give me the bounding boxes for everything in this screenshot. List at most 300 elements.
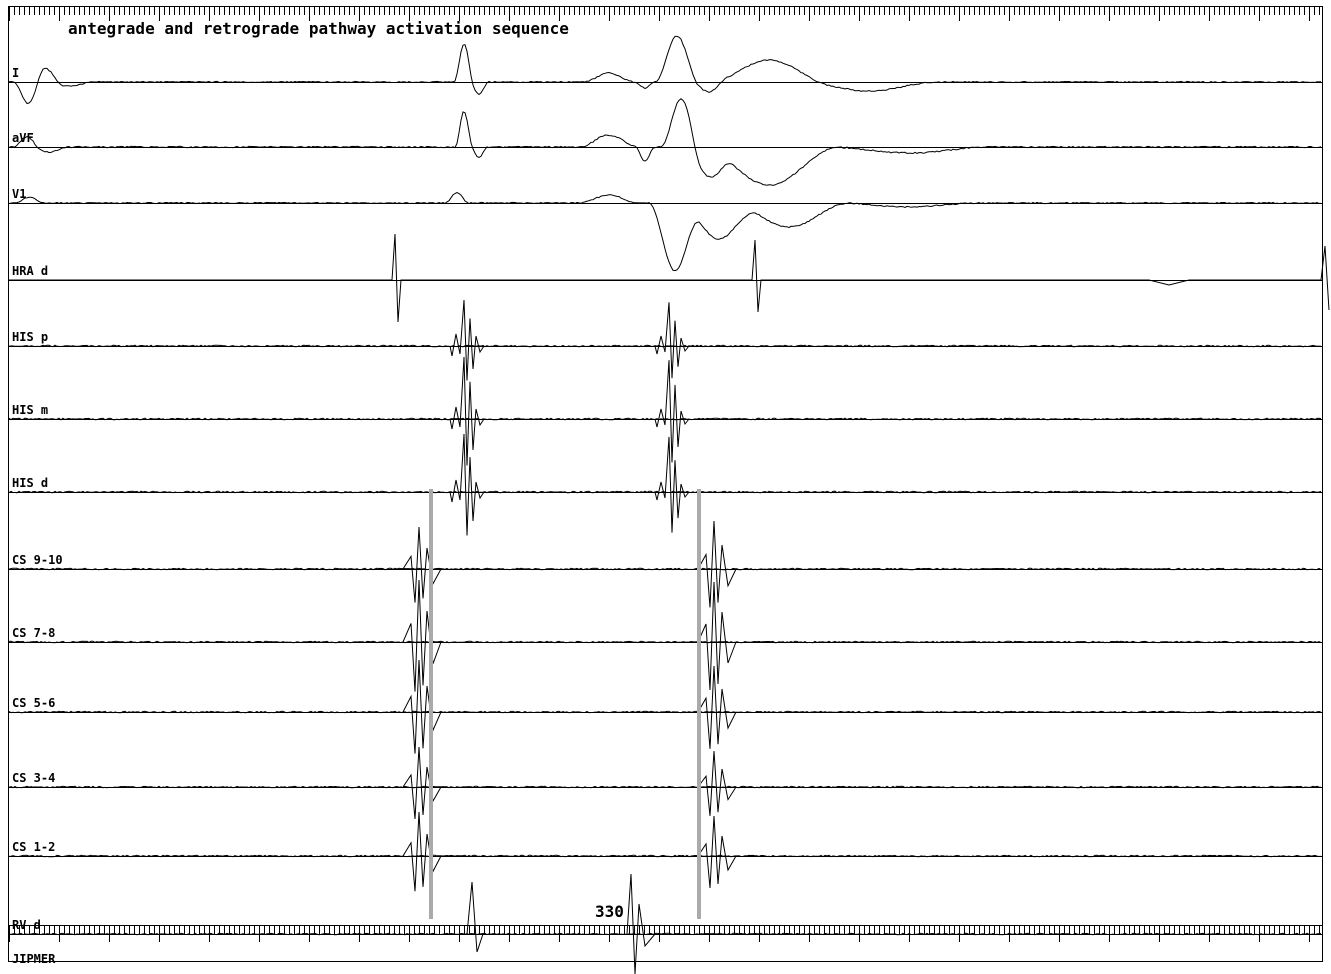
ruler-tick [404,926,405,934]
ruler-tick [1079,926,1080,934]
caliper-left[interactable] [429,489,433,919]
channel-label-cs-7-8: CS 7-8 [12,626,56,640]
ruler-tick [394,926,395,934]
ruler-tick [629,7,630,15]
ruler-tick [364,7,365,15]
ruler-tick [914,7,915,15]
ruler-tick [384,926,385,934]
ruler-tick [804,7,805,15]
ruler-tick [299,926,300,934]
ruler-tick [64,7,65,15]
ruler-tick [1119,7,1120,15]
ruler-tick [669,7,670,15]
ruler-tick [539,7,540,15]
ruler-tick [824,926,825,934]
ruler-tick [1194,926,1195,934]
ruler-tick [549,926,550,934]
ruler-tick [319,926,320,934]
ruler-tick [99,926,100,934]
ruler-tick [554,7,555,15]
ruler-tick [164,926,165,934]
ruler-tick [334,926,335,934]
ruler-tick [684,7,685,15]
ruler-tick [739,7,740,15]
ruler-tick [849,7,850,15]
ruler-tick [519,926,520,934]
ruler-tick [429,7,430,15]
ruler-tick [34,7,35,15]
ruler-tick [694,926,695,934]
ruler-tick [1004,7,1005,15]
ruler-tick [269,926,270,934]
ruler-tick [1249,926,1250,934]
ruler-tick [1114,926,1115,934]
ruler-tick [779,926,780,934]
interval-annotation: 330 [595,902,624,921]
ruler-tick [1119,926,1120,934]
channel-label-his-d: HIS d [12,476,49,490]
ruler-tick [679,7,680,15]
ruler-tick [279,926,280,934]
ruler-tick [269,7,270,15]
ruler-tick [1309,7,1310,21]
ruler-tick [1219,7,1220,15]
ruler-tick [1069,7,1070,15]
ecg-plot-area [9,24,1322,924]
ruler-tick [1179,7,1180,15]
trace-cs-3-4 [9,747,1321,819]
ruler-tick [1129,926,1130,934]
ruler-tick [1044,926,1045,934]
ruler-tick [884,7,885,15]
ruler-tick [39,7,40,15]
ruler-tick [104,7,105,15]
ruler-tick [989,926,990,934]
ruler-tick [379,926,380,934]
ruler-tick [869,926,870,934]
ruler-tick [504,7,505,15]
ruler-tick [1274,926,1275,934]
ruler-tick [1154,7,1155,15]
ruler-tick [304,7,305,15]
ruler-tick [834,7,835,15]
ruler-tick [649,926,650,934]
ruler-tick [634,7,635,15]
channel-label-avf: aVF [12,131,34,145]
ruler-tick [589,7,590,15]
ruler-tick [1189,926,1190,934]
ruler-tick [1149,7,1150,15]
ruler-tick [1019,926,1020,934]
ruler-tick [584,7,585,15]
ruler-tick [619,926,620,934]
ruler-tick [989,7,990,15]
ruler-tick [1204,7,1205,15]
ruler-tick [874,926,875,934]
ruler-tick [814,7,815,15]
ruler-tick [634,926,635,934]
page-title: antegrade and retrograde pathway activation sequence [68,19,569,38]
ruler-tick [1209,7,1210,21]
ruler-tick [614,7,615,15]
ruler-tick [644,7,645,15]
ruler-tick [149,926,150,934]
ruler-tick [774,7,775,15]
ruler-tick [864,926,865,934]
channel-label-v1: V1 [12,187,27,201]
ruler-tick [189,7,190,15]
ruler-tick [664,7,665,15]
ruler-tick [179,7,180,15]
ruler-tick [239,926,240,934]
ruler-tick [499,926,500,934]
ruler-tick [1104,7,1105,15]
ruler-tick [1269,926,1270,934]
ruler-tick [834,926,835,934]
ruler-tick [714,926,715,934]
ruler-tick [79,926,80,934]
ruler-tick [1149,926,1150,934]
ruler-tick [229,926,230,934]
ruler-tick [464,7,465,15]
ruler-tick [284,7,285,15]
waveform-traces [9,24,1322,924]
ruler-tick [349,926,350,934]
ruler-tick [1279,7,1280,15]
ruler-tick [449,926,450,934]
channel-baseline [9,712,1322,713]
ruler-tick [1049,7,1050,15]
ruler-tick [74,926,75,934]
ruler-tick [1264,7,1265,15]
ruler-tick [939,7,940,15]
ruler-tick [514,7,515,15]
ruler-tick [434,7,435,15]
ruler-tick [714,7,715,15]
channel-baseline [9,569,1322,570]
ruler-tick [1124,926,1125,934]
ruler-tick [759,7,760,21]
ruler-tick [1304,926,1305,934]
ruler-tick [59,7,60,21]
ruler-tick [614,926,615,934]
ruler-tick [169,7,170,15]
ruler-tick [524,7,525,15]
ruler-tick [1014,7,1015,15]
ruler-tick [129,926,130,934]
ruler-tick [1019,7,1020,15]
ruler-tick [1224,7,1225,15]
ruler-tick [864,7,865,15]
ruler-tick [1059,7,1060,21]
ruler-tick [704,7,705,15]
ruler-tick [854,926,855,934]
ruler-tick [334,7,335,15]
ruler-tick [584,926,585,934]
ruler-tick [349,7,350,15]
ruler-tick [744,7,745,15]
ruler-tick [1199,926,1200,934]
ruler-tick [89,926,90,934]
ruler-tick [914,926,915,934]
ruler-tick [49,926,50,934]
ruler-tick [264,926,265,934]
ruler-tick [1014,926,1015,934]
ruler-tick [174,926,175,934]
ruler-tick [369,926,370,934]
ruler-tick [484,926,485,934]
ruler-tick [694,7,695,15]
ruler-tick [974,7,975,15]
ruler-tick [1284,7,1285,15]
ruler-tick [144,7,145,15]
ruler-tick [369,7,370,15]
ruler-tick [24,7,25,15]
ruler-tick [339,7,340,15]
ruler-tick [219,7,220,15]
ruler-tick [1184,926,1185,934]
ruler-tick [879,7,880,15]
ruler-tick [794,7,795,15]
ruler-tick [1299,7,1300,15]
ruler-tick [764,7,765,15]
ruler-tick [234,7,235,15]
ruler-tick [934,926,935,934]
ruler-tick [1314,926,1315,934]
ruler-tick [79,7,80,15]
ruler-tick [1139,7,1140,15]
ruler-tick [1314,7,1315,15]
ruler-tick [689,7,690,15]
ruler-tick [699,7,700,15]
ruler-tick [344,926,345,934]
ruler-tick [514,926,515,934]
ruler-tick [1214,926,1215,934]
channel-baseline [9,280,1322,281]
ruler-tick [929,926,930,934]
ruler-tick [644,926,645,934]
ruler-tick [879,926,880,934]
ruler-tick [829,926,830,934]
ruler-tick [1244,7,1245,15]
ruler-tick [1224,926,1225,934]
ruler-tick [574,926,575,934]
ruler-tick [1084,926,1085,934]
channel-baseline [9,419,1322,420]
ruler-tick [674,926,675,934]
ruler-tick [404,7,405,15]
ruler-tick [449,7,450,15]
ruler-tick [844,7,845,15]
ruler-tick [199,7,200,15]
ruler-tick [1144,7,1145,15]
ruler-tick [249,7,250,15]
ruler-tick [339,926,340,934]
ruler-tick [544,7,545,15]
ruler-tick [964,7,965,15]
ruler-tick [534,7,535,15]
ruler-tick [619,7,620,15]
ruler-tick [294,926,295,934]
ruler-tick [399,7,400,15]
ruler-tick [1049,926,1050,934]
ruler-tick [1054,926,1055,934]
ruler-tick [969,926,970,934]
channel-label-rv-d: RV d [12,918,41,932]
ruler-tick [44,926,45,934]
ruler-tick [364,926,365,934]
ruler-tick [329,926,330,934]
ruler-tick [819,926,820,934]
ruler-tick [424,926,425,934]
ruler-tick [859,7,860,21]
ruler-tick [439,926,440,934]
ruler-tick [544,926,545,934]
ruler-tick [124,7,125,15]
ruler-tick [1254,7,1255,15]
channel-label-cs-9-10: CS 9-10 [12,553,63,567]
ruler-tick [144,926,145,934]
ruler-tick [1234,926,1235,934]
ruler-tick [799,7,800,15]
ruler-tick [524,926,525,934]
ruler-tick [389,7,390,15]
ruler-tick [629,926,630,934]
ruler-tick [244,7,245,15]
ruler-tick [769,926,770,934]
ruler-tick [244,926,245,934]
ruler-tick [124,926,125,934]
ruler-tick [69,926,70,934]
caliper-right[interactable] [697,489,701,919]
ruler-tick [1279,926,1280,934]
ruler-tick [1099,7,1100,15]
ruler-tick [1289,926,1290,934]
ruler-tick [274,926,275,934]
ruler-tick [889,7,890,15]
ruler-tick [1189,7,1190,15]
ruler-tick [1094,926,1095,934]
ruler-tick [1054,7,1055,15]
ruler-tick [1269,7,1270,15]
channel-baseline [9,642,1322,643]
ruler-tick [454,7,455,15]
ruler-tick [869,7,870,15]
ruler-tick [99,7,100,15]
ruler-tick [9,7,10,21]
ruler-tick [184,926,185,934]
ruler-tick [134,926,135,934]
ruler-tick [1294,7,1295,15]
ruler-tick [564,7,565,15]
ruler-tick [729,926,730,934]
ruler-tick [394,7,395,15]
trace-his-p [9,300,1321,381]
ruler-tick [224,7,225,15]
ruler-tick [579,7,580,15]
ruler-tick [749,7,750,15]
ruler-tick [784,926,785,934]
ruler-tick [1254,926,1255,934]
ruler-tick [779,7,780,15]
ruler-tick [569,7,570,15]
ruler-tick [204,7,205,15]
ruler-tick [64,926,65,934]
ruler-tick [84,926,85,934]
ruler-tick [354,926,355,934]
ruler-tick [979,7,980,15]
ruler-tick [84,7,85,15]
ruler-tick [1034,7,1035,15]
channel-baseline [9,203,1322,204]
ruler-tick [179,926,180,934]
ruler-tick [444,7,445,15]
ruler-tick [129,7,130,15]
ruler-tick [594,926,595,934]
ruler-tick [1229,926,1230,934]
ruler-tick [1039,7,1040,15]
ruler-tick [1174,926,1175,934]
ruler-tick [249,926,250,934]
ruler-tick [324,926,325,934]
ruler-tick [1124,7,1125,15]
ruler-tick [1289,7,1290,15]
ruler-tick [44,7,45,15]
ruler-tick [504,926,505,934]
ruler-tick [904,926,905,934]
ruler-tick [1109,7,1110,21]
ruler-tick [1239,7,1240,15]
channel-baseline [9,856,1322,857]
ruler-tick [1154,926,1155,934]
ruler-tick [774,926,775,934]
ruler-tick [1199,7,1200,15]
ruler-tick [494,926,495,934]
ruler-tick [164,7,165,15]
ruler-tick [74,7,75,15]
channel-baseline [9,147,1322,148]
ruler-tick [344,7,345,15]
ruler-tick [954,926,955,934]
ruler-tick [944,926,945,934]
ruler-tick [289,926,290,934]
ruler-tick [954,7,955,15]
ruler-tick [549,7,550,15]
ruler-tick [1159,7,1160,21]
ruler-tick [479,926,480,934]
ruler-tick [939,926,940,934]
time-ruler-bottom [9,925,1322,946]
trace-his-m [9,357,1321,466]
ruler-tick [1214,7,1215,15]
ruler-tick [739,926,740,934]
ruler-tick [874,7,875,15]
ruler-tick [969,7,970,15]
ruler-tick [574,7,575,15]
ruler-tick [639,7,640,15]
ruler-tick [429,926,430,934]
ruler-tick [734,7,735,15]
ruler-tick [314,7,315,15]
ruler-tick [194,7,195,15]
ruler-tick [679,926,680,934]
ruler-tick [539,926,540,934]
ruler-tick [1169,7,1170,15]
ruler-tick [214,7,215,15]
ruler-tick [474,7,475,15]
ruler-tick [284,926,285,934]
ruler-tick [1089,7,1090,15]
